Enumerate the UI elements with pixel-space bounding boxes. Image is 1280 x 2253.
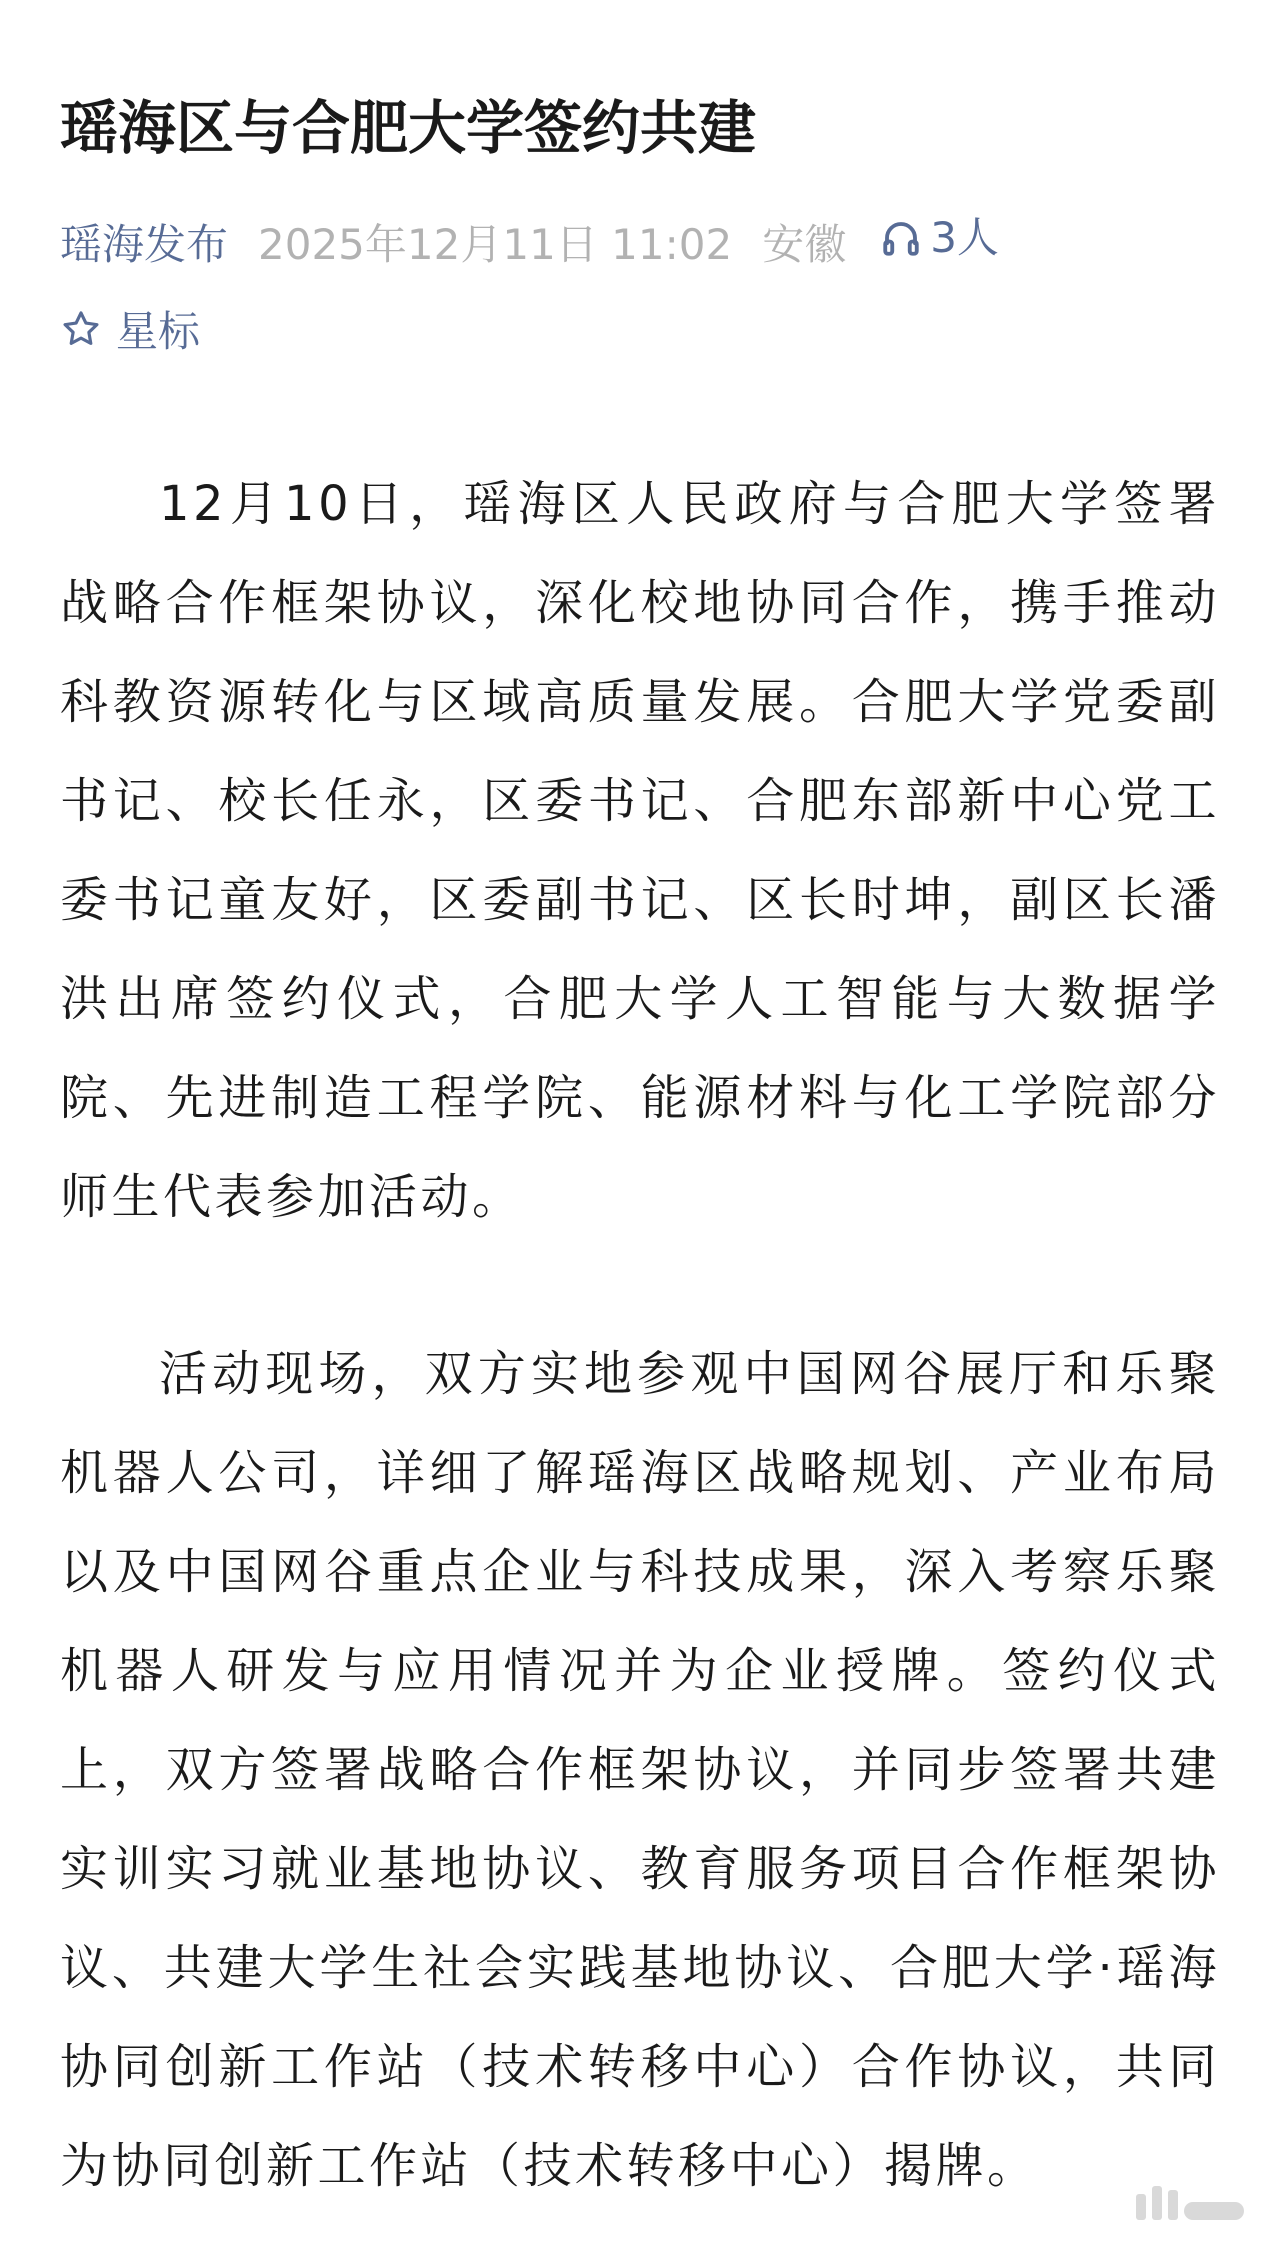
- star-icon: [60, 308, 102, 350]
- headphones-icon: [880, 217, 922, 259]
- article-paragraph: 12月10日，瑶海区人民政府与合肥大学签署战略合作框架协议，深化校地协同合作，携手推动科教资源转化与区域高质量发展。合肥大学党委副书记、校长任永，区委书记、合肥东部新中心党工委书记童友好，区委副书记、区长时坤，副区长潘洪出席签约仪式，合肥大学人工智能与大数据学院、先进制造工程学院、能源材料与化工学院部分师生代表参加活动。: [60, 476, 1220, 1225]
- publish-location: 安徽: [762, 220, 847, 269]
- article-title: 瑶海区与合肥大学签约共建: [60, 94, 757, 162]
- article-meta: [60, 206, 1240, 277]
- publish-date: 2025年12月11日 11:02: [258, 220, 733, 269]
- article-paragraph: 活动现场，双方实地参观中国网谷展厅和乐聚机器人公司，详细了解瑶海区战略规划、产业布局以及中国网谷重点企业与科技成果，深入考察乐聚机器人研发与应用情况并为企业授牌。签约仪式上，双方签署战略合作框架协议，并同步签署共建实训实习就业基地协议、教育服务项目合作框架协议、共建大学生社会实践基地协议、合肥大学·瑶海协同创新工作站（技术转移中心）合作协议，共同为协同创新工作站（技术转移中心）揭牌。: [60, 1346, 1220, 2194]
- star-button[interactable]: [60, 297, 200, 361]
- star-label: 星标: [116, 307, 201, 356]
- watermark-logo: [1136, 2186, 1244, 2220]
- listen-count: 3人: [930, 213, 999, 262]
- listen-button[interactable]: [880, 206, 999, 270]
- author-link[interactable]: 瑶海发布: [60, 220, 229, 269]
